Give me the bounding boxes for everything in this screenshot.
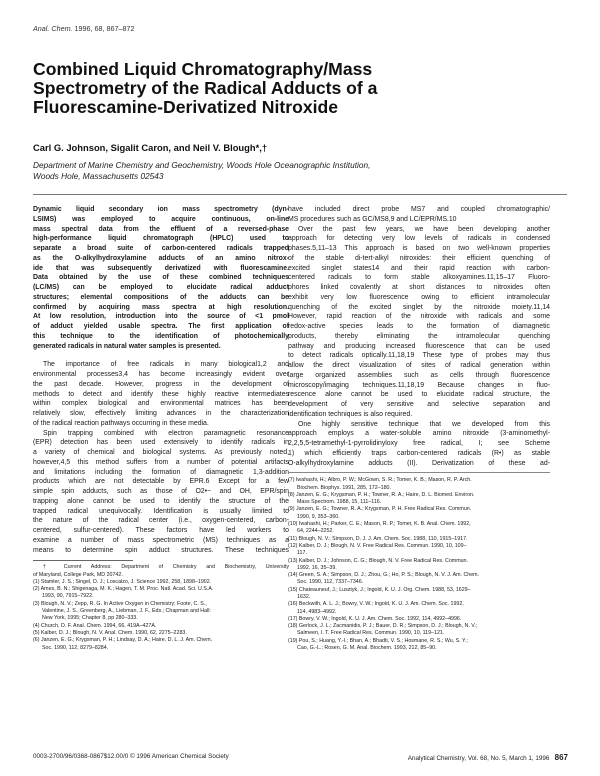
body-line: development of very sensitive and selective separation and <box>288 401 550 408</box>
body-line: examine a number of mass spectrometric (MS) techniques as a <box>33 536 289 544</box>
body-line: relatively slow, effectively limiting advances in the characterization <box>33 410 289 417</box>
body-line: within complex biological and environmental matrices has been <box>33 400 289 408</box>
reference-line: (19) Pou, S.; Huang, Y.-I.; Bhan, A.; Bhadti, V. S.; Hosmane, R. S.; Wu, S. Y.; <box>288 637 468 644</box>
reference-line: (5) Kalber, D. J.; Blough, N. V. Anal. Chem. 1990, 62, 2275–2283. <box>33 629 187 636</box>
reference-list-right <box>288 472 550 652</box>
right-body-text <box>288 205 550 468</box>
affiliation-line: Department of Marine Chemistry and Geochemistry, Woods Hole Oceanographic Institution, <box>33 160 371 170</box>
reference-line: 1993, 90, 7915–7922. <box>42 593 94 600</box>
footnote-line: † Current Address: Department of Chemistry and Biochemistry, University <box>43 564 289 571</box>
body-line: phases.5,11–13 This approach is based on two well-known properties <box>288 245 550 252</box>
body-line: a variety of chemical and biological systems. As previously noted, <box>33 449 289 456</box>
abstract-line: generated radicals in natural water samples is presented. <box>33 342 221 350</box>
abstract-line: of adduct yielded usable spectra. The first application of <box>33 323 289 330</box>
journal-abbrev: Anal. Chem. <box>33 24 73 33</box>
abstract-line: (LC/MS) can be employed to elucidate radical adduct <box>33 284 289 291</box>
reference-line: Mass Spectrom. 1988, 15, 111–116. <box>297 499 382 506</box>
copyright-footer: 0003-2700/96/0368-0867$12.00/0 © 1996 American Chemical Society <box>33 753 229 760</box>
reference-line: 117. <box>297 550 307 557</box>
affiliation-line: Woods Hole, Massachusetts 02543 <box>33 170 164 181</box>
body-line: methods to detect and identify these highly reactive intermediates <box>33 390 289 398</box>
reference-line: Cao, G.-L.; Rosen, G. M. Anal. Biochem. 1993, 212, 85–90. <box>297 645 437 652</box>
reference-line: (10) Iwahashi, H.; Parker, C. E.; Mason, R. P.; Tomer, K. B. Anal. Chem. 1992, <box>288 521 471 528</box>
body-line: have included direct probe MS7 and coupled chromatographic/ <box>288 206 550 213</box>
body-line: to detect radicals optically.11,18,19 These type of probes may thus <box>288 352 550 360</box>
reference-line: (11) Blough, N. V.; Simpson, D. J. J. Am. Chem. Soc. 1988, 110, 1915–1917. <box>288 535 468 542</box>
body-line: approach for detecting very low levels of radicals in condensed <box>288 235 550 243</box>
reference-line: 1990, 9, 353–360. <box>297 513 340 520</box>
body-line: phores linked covalently at short distances to nitroxides often <box>288 284 550 291</box>
abstract-line: high-performance liquid chromatograph (HPLC) used to <box>33 235 289 243</box>
reference-line: 1632. <box>297 594 311 600</box>
body-line: excited singlet states14 and their rapid reaction with carbon- <box>288 264 550 272</box>
reference-line: Salmeen, I. T. Free Radical Res. Commun. 1990, 10, 119–121. <box>297 630 445 637</box>
body-line: rescence alone cannot be used to elucidate radical structure, the <box>288 391 550 399</box>
article-title <box>33 60 553 117</box>
abstract <box>33 205 289 351</box>
title-line: Combined Liquid Chromatography/Mass <box>33 59 373 79</box>
reference-line: (8) Janzen, E. G.; Krygsman, P. H.; Towner, R. A.; Haire, D. L. Biomed. Environ. <box>288 491 475 498</box>
reference-line: (16) Beckwith, A. L. J.; Bowry, V. W.; Ingold, K. U. J. Am. Chem. Soc. 1992, <box>288 601 464 608</box>
body-line: quenching of the excited singlet by the nitroxide moiety.11,14 <box>288 303 550 311</box>
body-line: (EPR) detection has been used extensively to identify radicals in <box>33 439 289 447</box>
author-footnote <box>33 564 289 579</box>
footnote-line: of Maryland, College Park, MD 20742. <box>33 571 123 578</box>
body-line: Spin trapping combined with electron paramagnetic resonance <box>43 429 289 437</box>
reference-line: Valentine, J. S., Greenberg, A., Liebman, J. F., Eds.; Chapman and Hall: <box>42 608 211 615</box>
abstract-line: structures; elemental compositions of the adducts can be <box>33 293 289 301</box>
reference-line: (18) Gerlock, J. L.; Zacmanidis, P. J.; Bauer, D. R.; Simpson, D. J.; Blough, N. V.; <box>288 623 478 630</box>
body-line: Over the past few years, we have been developing another <box>298 225 550 233</box>
body-line: trapped radical unequivocally. Identification is usually limited to <box>33 507 289 515</box>
body-line: O-alkylhydroxylamine adducts (II). Derivatization of these ad- <box>288 459 550 467</box>
body-line: However, rapid reaction of the nitroxide with radicals and some <box>288 313 550 321</box>
reference-line: (4) Church, D. F. Anal. Chem. 1994, 66, 419A–427A. <box>33 622 157 629</box>
abstract-line: LSIMS) was employed to acquire continuous, on-line <box>33 215 289 223</box>
reference-line: (9) Janzen, E. G.; Towner, R. A.; Krygsman, P. H. Free Radical Res. Commun. <box>288 506 472 513</box>
affiliation <box>33 160 553 181</box>
reference-line: (1) Stamler, J. S.; Singel, D. J.; Loscalzo, J. Science 1992, 258, 1898–1902. <box>33 578 212 585</box>
body-line: centered, sulfur-centered). These factors have led workers to <box>33 527 289 534</box>
reference-line: New York, 1995; Chapter 8, pp 280–333. <box>42 615 138 622</box>
body-line: 2,2,5,5-tetramethyl-1-pyrrolidinyloxy free radical, I; see Scheme <box>288 440 550 447</box>
reference-line: (14) Green, S. A.; Simpson, D. J.; Zhou, G.; Ho, P. S.; Blough, N. V. J. Am. Chem. <box>288 572 480 579</box>
abstract-line: At low resolution, introduction into the source of <1 pmol <box>33 313 289 321</box>
body-line: pathway and producing increased fluorescence that can be used <box>288 342 550 350</box>
reference-line: (17) Bowry, V. W.; Ingold, K. U. J. Am. Chem. Soc. 1992, 114, 4992–4996. <box>288 615 462 622</box>
left-column <box>33 205 289 652</box>
reference-line: (7) Iwahashi, H.; Albro, P. W.; McGown, S. R.; Tomer, K. B.; Mason, R. P. Arch. <box>288 477 472 484</box>
body-line: the nature of the radical center (i.e., oxygen-centered, carbon- <box>33 517 289 525</box>
body-line: redox-active species leads to the formation of diamagnetic <box>288 323 550 330</box>
reference-line: 1992, 16, 35–39. <box>297 564 337 571</box>
reference-line: (2) Ames, B. N.; Shigenaga, M. K.; Hagen, T. M. Proc. Natl. Acad. Sci. U.S.A. <box>33 586 214 593</box>
header-divider <box>33 194 567 195</box>
abstract-line: Dynamic liquid secondary ion mass spectrometry (dyn- <box>33 206 289 213</box>
body-line: approach employs a water-soluble amino nitroxide (3-aminomethyl- <box>288 430 550 438</box>
body-line: simple spin adducts, such as those of O2•− and OH, EPR/spin <box>33 488 289 495</box>
reference-line: Soc. 1990, 112, 7337–7346. <box>297 579 364 586</box>
introduction-text <box>33 360 289 555</box>
abstract-line: confirmed by acquiring mass spectra at high resolution. <box>33 303 289 311</box>
body-line: One highly sensitive technique that we developed from this <box>298 420 550 428</box>
abstract-line: ide that was subsequently derivatized with fluorescamine. <box>33 264 289 272</box>
title-line: Spectrometry of the Radical Adducts of a <box>33 78 378 98</box>
abstract-line: as the O-alkylhydroxylamine adducts of an amino nitrox- <box>33 254 289 262</box>
reference-line: 114, 4983–4992. <box>297 608 337 615</box>
abstract-line: separate a broad suite of carbon-centered radicals trapped <box>33 245 289 252</box>
body-line: centered radicals to form stable alkoxyamines.11,15–17 Fluoro- <box>288 274 550 282</box>
journal-citation-header <box>33 24 135 33</box>
reference-line: Soc. 1990, 112, 8279–8284. <box>42 644 109 651</box>
body-line: allow the direct visualization of sites of radical generation within <box>288 362 550 369</box>
abstract-line: Data obtained by the use of these combined techniques <box>33 274 289 282</box>
body-line: exhibit very low fluorescence owing to efficient intramolecular <box>288 293 550 301</box>
journal-volume-pages: 1996, 68, 867–872 <box>72 24 135 33</box>
body-line: 1) which efficiently traps carbon-centered radicals (R•) as stable <box>288 449 550 457</box>
reference-line: (12) Kalber, D. J.; Blough, N. V. Free Radical Res. Commun. 1990, 10, 109– <box>288 542 467 549</box>
journal-issue: Analytical Chemistry, Vol. 68, No. 5, March 1, 1996 <box>407 755 550 762</box>
body-line: identification techniques is also required. <box>288 410 413 418</box>
footnote-divider <box>33 560 133 561</box>
page-number: 867 <box>554 753 568 762</box>
body-line: and limitations including the formation of diamagnetic 1,3-addition <box>33 468 289 476</box>
body-line: products, thereby eliminating the intramolecular quenching <box>288 332 550 340</box>
reference-line: Biochem. Biophys. 1991, 285, 172–180. <box>297 484 391 491</box>
body-line: the past decade. However, progress in the development of <box>33 380 289 388</box>
abstract-line: this technique to the identification of photochemically <box>33 332 289 340</box>
body-line: environmental processes3,4 has become increasingly evident over <box>33 371 289 378</box>
body-line: MS procedures such as GC/MS8,9 and LC/EPR/MS.10 <box>288 215 457 223</box>
abstract-line: mass spectral data from the effluent of a reversed-phase <box>33 225 289 233</box>
author-list: Carl G. Johnson, Sigalit Caron, and Neil V. Blough*,† <box>33 142 268 153</box>
reference-line: 64, 2244–2252. <box>297 528 334 535</box>
body-line: means to determine spin adduct structures. These techniques <box>33 546 289 554</box>
reference-list-left <box>33 579 289 652</box>
body-line: of the stable di-tert-alkyl nitroxides: their efficient quenching of <box>288 254 550 262</box>
right-column <box>288 205 550 652</box>
reference-line: (6) Janzen, E. G.; Krygsman, P. H.; Lindsay, D. A.; Haire, D. L. J. Am. Chem. <box>33 637 213 644</box>
reference-line: (13) Kalber, D. J.; Johnson, C. G.; Blough, N. V. Free Radical Res. Commun. <box>288 557 468 564</box>
body-line: microscopy/imaging techniques.11,18,19 Because changes in fluo- <box>288 381 550 389</box>
reference-line: (15) Chateauneuf, J.; Lusztyk, J.; Ingold, K. U. J. Org. Chem. 1988, 53, 1629– <box>288 586 471 593</box>
body-line: products which are not detectable by EPR.6 Except for a few <box>33 478 289 486</box>
body-line: of the radical reaction pathways occurring in these media. <box>33 419 209 427</box>
body-line: large organized assemblies such as cells through fluorescence <box>288 371 550 379</box>
journal-footer <box>396 753 568 762</box>
body-line: The importance of free radicals in many biological1,2 and <box>43 361 289 369</box>
reference-line: (3) Blough, N. V.; Zepp, R. G. In Active Oxygen in Chemistry; Foote, C. S., <box>33 600 207 607</box>
body-line: trapping alone cannot be used to identify the structure of the <box>33 497 289 505</box>
title-line: Fluorescamine-Derivatized Nitroxide <box>33 97 339 117</box>
body-line: however,4,5 this method suffers from a number of potential artifacts <box>33 458 289 466</box>
